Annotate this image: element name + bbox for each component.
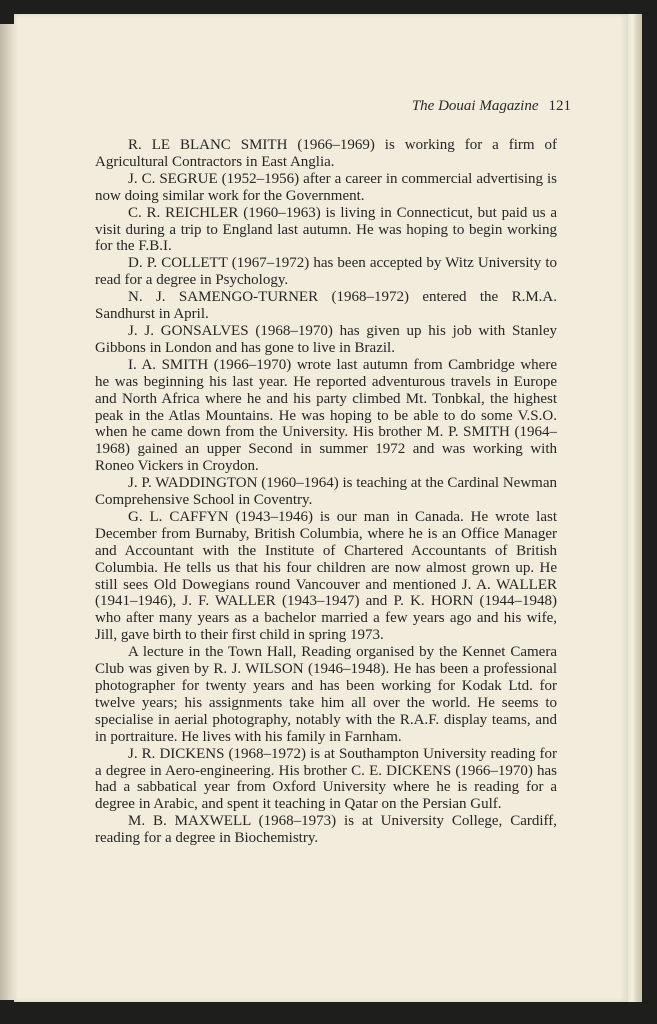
paragraph: R. LE BLANC SMITH (1966–1969) is working for a firm of Agricultural Contractors in East Anglia.	[95, 137, 557, 170]
paragraph: D. P. COLLETT (1967–1972) has been accepted by Witz University to read for a degree in Psychology.	[95, 255, 557, 289]
paragraph: J. C. SEGRUE (1952–1956) after a career in commercial advertising is now doing similar work for the Government.	[95, 170, 557, 204]
article-body	[95, 137, 557, 847]
page-fold	[0, 24, 14, 1000]
paragraph: I. A. SMITH (1966–1970) wrote last autumn from Cambridge where he was beginning his last year. He reported adventurous travels in Europe and North Africa where he and his party climbed Mt. Tonbkal, the highest peak in the Atlas Mountains. He was hoping to be able to do some V.S.O. when he came down from the University. His brother M. P. SMITH (1964–1968) gained an upper Second in summer 1972 and was working with Roneo Vickers in Croydon.	[95, 356, 557, 475]
paragraph: N. J. SAMENGO-TURNER (1968–1972) entered the R.M.A. Sandhurst in April.	[95, 289, 557, 323]
paragraph: A lecture in the Town Hall, Reading organised by the Kennet Camera Club was given by R. J. WILSON (1946–1948). He has been a professional photographer for twenty years and has been working for Kodak Ltd. for twelve years; his assignments take him all over the world. He seems to specialise in aerial photography, notably with the R.A.F. display teams, and in portraiture. He lives with his family in Farnham.	[95, 644, 557, 745]
paragraph: J. R. DICKENS (1968–1972) is at Southampton University reading for a degree in Aero-engineering. His brother C. E. DICKENS (1966–1970) has had a sabbatical year from Oxford University where he is reading for a degree in Arabic, and spent it teaching in Qatar on the Persian Gulf.	[95, 745, 557, 813]
page-edge	[626, 14, 642, 1002]
magazine-title: The Douai Magazine	[411, 98, 539, 114]
page-number: 121	[548, 98, 571, 114]
paragraph: M. B. MAXWELL (1968–1973) is at University College, Cardiff, reading for a degree in Biochemistry.	[95, 813, 557, 847]
paragraph: G. L. CAFFYN (1943–1946) is our man in Canada. He wrote last December from Burnaby, British Columbia, where he is an Office Manager and Accountant with the Institute of Chartered Accountants of British Columbia. He tells us that his four children are now almost grown up. He still sees Old Dowegians round Vancouver and mentioned J. A. WALLER (1941–1946), J. F. WALLER (1943–1947) and P. K. HORN (1944–1948) who after many years as a bachelor married a few years ago and his wife, Jill, gave birth to their first child in spring 1973.	[95, 508, 557, 644]
running-head	[412, 98, 571, 115]
paragraph: J. J. GONSALVES (1968–1970) has given up his job with Stanley Gibbons in London and has gone to live in Brazil.	[95, 322, 557, 356]
paragraph: J. P. WADDINGTON (1960–1964) is teaching at the Cardinal Newman Comprehensive School in Coventry.	[95, 475, 557, 509]
paragraph: C. R. REICHLER (1960–1963) is living in Connecticut, but paid us a visit during a trip to England last autumn. He was hoping to begin working for the F.B.I.	[95, 204, 557, 255]
